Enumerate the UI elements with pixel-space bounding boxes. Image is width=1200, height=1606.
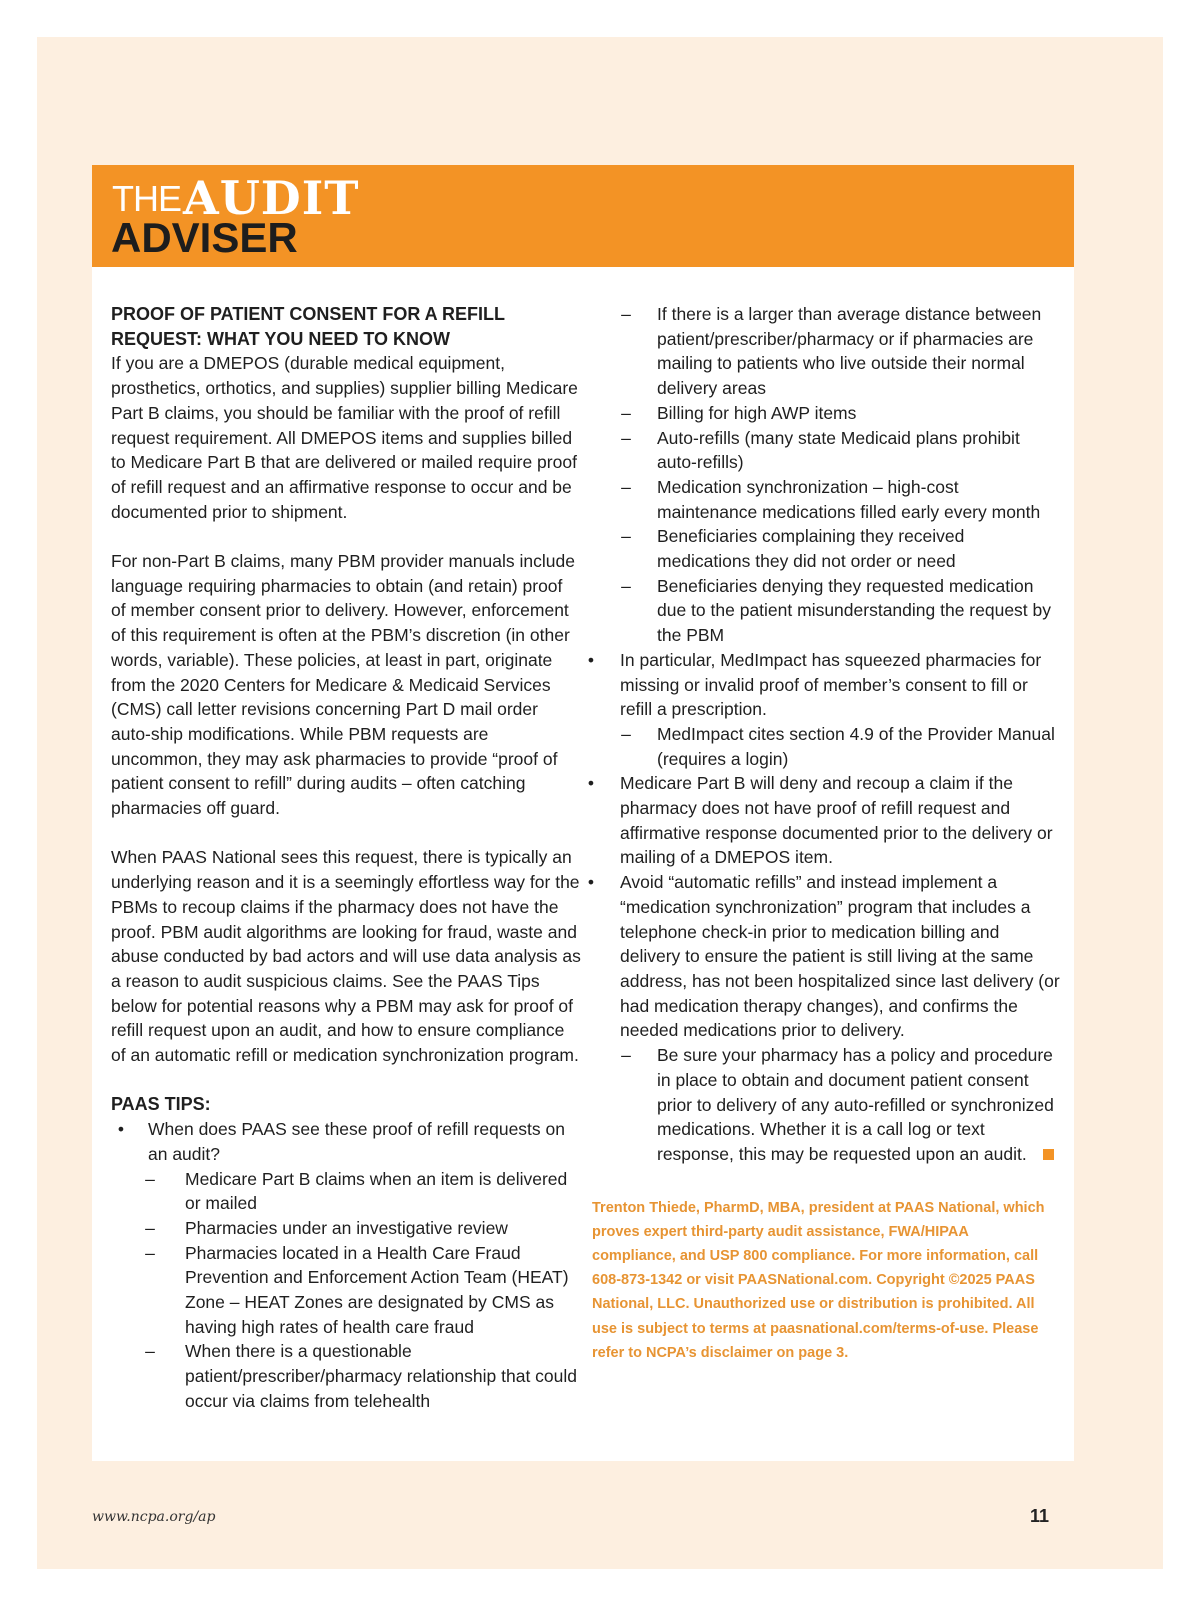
tips-sub-text: Auto-refills (many state Medicaid plans prohibit auto-refills): [657, 427, 1020, 473]
policy-sub-text: Be sure your pharmacy has a policy and procedure in place to obtain and document patient consent prior to delivery of any auto-refilled or synchronized medications. Whether it is a call log or text response, this may be requested upon an audit.: [657, 1045, 1054, 1164]
tips-sub-text: Pharmacies located in a Health Care Fraud Prevention and Enforcement Action Team (HEAT) Zone – HEAT Zones are designated by CMS as having high rates of health care fraud: [185, 1242, 569, 1337]
tips-sub-item: [592, 302, 1062, 401]
medimpact-bullet-text: In particular, MedImpact has squeezed pharmacies for missing or invalid proof of member’s consent to fill or refill a prescription.: [620, 649, 1042, 720]
tips-sub-text: If there is a larger than average distance between patient/prescriber/pharmacy or if pharmacies are mailing to patients who live outside their normal delivery areas: [657, 304, 1042, 399]
tips-sub-item: [592, 426, 1062, 475]
dash-marker: –: [621, 526, 631, 547]
tips-sub-text: Billing for high AWP items: [657, 402, 857, 423]
article-heading-line-2: REQUEST: WHAT YOU NEED TO KNOW: [111, 328, 451, 349]
tips-heading: PAAS TIPS:: [111, 1094, 211, 1115]
tips-sub-text: Medicare Part B claims when an item is delivered or mailed: [185, 1168, 568, 1214]
dash-marker: –: [145, 1168, 155, 1189]
non-part-b-paragraph: For non-Part B claims, many PBM provider manuals include language requiring pharmacies to obtain (and retain) proof of member consent prior to delivery. However, enforcement of this requirement is often at the PBM’s discretion (in other words, variable). These policies, at least in part, originate from the 2020 Centers for Medicare & Medicaid Services (CMS) call letter revisions concerning Part D mail order auto-ship modifications. While PBM requests are uncommon, they may ask pharmacies to provide “proof of patient consent to refill” during audits – often catching pharmacies off guard.: [111, 551, 575, 819]
right-column: [587, 302, 1062, 1365]
tips-sub-item: [592, 401, 1062, 426]
bullet-marker: •: [117, 1119, 125, 1140]
bullet-marker: •: [587, 649, 595, 670]
medimpact-bullet-item: [587, 648, 1062, 722]
footer-url: www.ncpa.org/ap: [92, 1509, 216, 1525]
intro-paragraph: If you are a DMEPOS (durable medical equipment, prosthetics, orthotics, and supplies) supplier billing Medicare Part B claims, you should be familiar with the proof of refill request requirement. All DMEPOS items and supplies billed to Medicare Part B that are delivered or mailed require proof of refill request and an affirmative response to occur and be documented prior to shipment.: [111, 353, 578, 522]
tips-sub-item: [592, 574, 1062, 648]
avoid-bullet-text: Avoid “automatic refills” and instead implement a “medication synchronization” program that includes a telephone check-in prior to medication billing and delivery to ensure the patient is still living at the same address, has not been hospitalized since last delivery (or had medication therapy changes), and confirms the needed medications prior to delivery.: [620, 872, 1060, 1041]
tips-sub-item: [111, 1241, 581, 1340]
article-heading-line-1: PROOF OF PATIENT CONSENT FOR A REFILL: [111, 304, 505, 324]
tips-bullet-text: When does PAAS see these proof of refill requests on an audit?: [148, 1119, 565, 1164]
end-of-article-mark: [1043, 1149, 1054, 1160]
author-byline: Trenton Thiede, PharmD, MBA, president at PAAS National, which proves expert third-party audit assistance, FWA/HIPAA compliance, and USP 800 compliance. For more information, call 608-873-1342 or visit PAASNational.com. Copyright ©2025 PAAS National, LLC. Unauthorized use or distribution is prohibited. All use is subject to terms at paasnational.com/terms-of-use. Please refer to NCPA’s disclaimer on page 3.: [592, 1199, 1045, 1361]
tips-sub-text: Pharmacies under an investigative review: [185, 1217, 508, 1238]
medimpact-sub-item: [592, 722, 1062, 771]
page-number: 11: [1030, 1506, 1050, 1526]
banner-the: THE: [112, 178, 181, 219]
dash-marker: –: [621, 402, 631, 423]
avoid-bullet-item: [587, 870, 1062, 1043]
part-b-bullet-item: [587, 771, 1062, 870]
dash-marker: –: [621, 1045, 631, 1066]
bullet-marker: •: [587, 773, 595, 794]
banner-audit: AUDIT: [183, 171, 360, 225]
paas-request-paragraph: When PAAS National sees this request, there is typically an underlying reason and it is a seemingly effortless way for the PBMs to recoup claims if the pharmacy does not have the proof. PBM audit algorithms are looking for fraud, waste and abuse conducted by bad actors and will use data analysis as a reason to audit suspicious claims. See the PAAS Tips below for potential reasons why a PBM may ask for proof of refill request upon an audit, and how to ensure compliance of an automatic refill or medication synchronization program.: [111, 847, 581, 1066]
banner-adviser: ADVISER: [111, 214, 298, 261]
policy-sub-item: [592, 1043, 1062, 1167]
dash-marker: –: [621, 304, 631, 324]
tips-bullet-item: [111, 1117, 581, 1166]
tips-sub-text: Medication synchronization – high-cost maintenance medications filled early every month: [657, 476, 1041, 522]
dash-marker: –: [145, 1242, 155, 1263]
bullet-marker: •: [587, 872, 595, 893]
dash-marker: –: [621, 723, 631, 744]
tips-sub-text: When there is a questionable patient/prescriber/pharmacy relationship that could occur via claims from telehealth: [185, 1341, 578, 1411]
part-b-bullet-text: Medicare Part B will deny and recoup a claim if the pharmacy does not have proof of refill request and affirmative response documented prior to the delivery or mailing of a DMEPOS item.: [620, 773, 1053, 868]
tips-sub-item: [592, 475, 1062, 524]
tips-sub-text: Beneficiaries complaining they received medications they did not order or need: [657, 526, 965, 572]
tips-sub-item: [111, 1167, 581, 1216]
dash-marker: –: [145, 1217, 155, 1238]
dash-marker: –: [145, 1341, 155, 1362]
dash-marker: –: [621, 476, 631, 497]
tips-sub-item: [592, 524, 1062, 573]
tips-sub-text: Beneficiaries denying they requested medication due to the patient misunderstanding the request by the PBM: [657, 575, 1052, 646]
left-column: [111, 302, 581, 1414]
tips-sub-item: [111, 1216, 581, 1241]
dash-marker: –: [621, 575, 631, 596]
medimpact-sub-text: MedImpact cites section 4.9 of the Provider Manual (requires a login): [657, 723, 1055, 769]
tips-sub-item: [111, 1339, 581, 1413]
dash-marker: –: [621, 427, 631, 448]
